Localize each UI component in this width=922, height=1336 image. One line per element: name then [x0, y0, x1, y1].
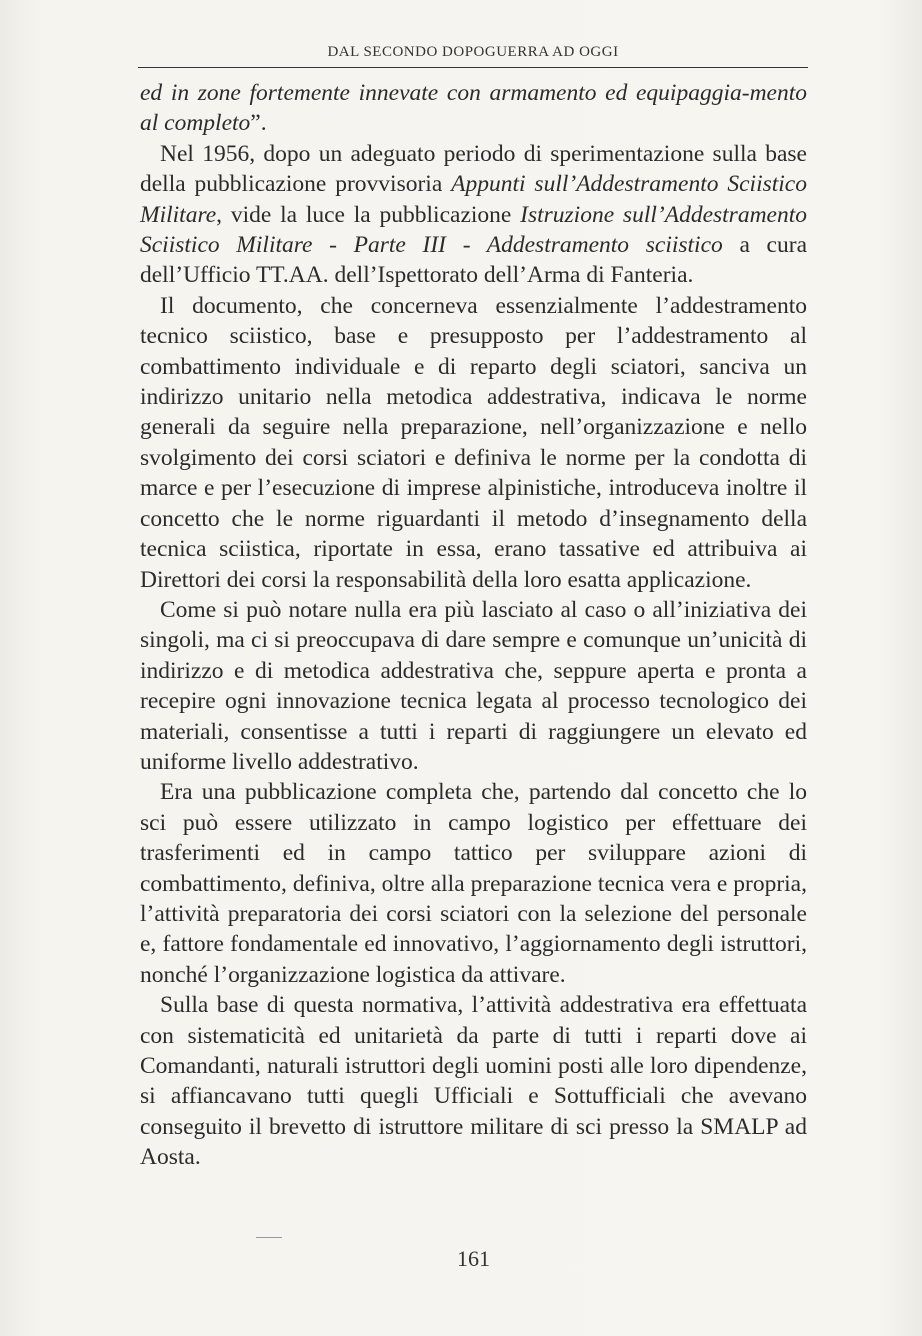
body-text: [140, 78, 807, 1173]
paragraph-continuation: [140, 78, 807, 139]
header-rule: [138, 67, 808, 68]
publication-title-appunti: Appunti sull’Addestramento Sciistico Militare: [140, 171, 807, 228]
paragraph-method: Come si può notare nulla era più lasciato al caso o all’iniziativa dei singoli, ma ci si preoccupava di dare sempre e comunque un’unicità di indirizzo e di metodica addestrativa che, seppure aperta e pronta a recepire ogni innovazione tecnica legata al processo tecnologico dei materiali, consentisse a tutti i reparti di raggiungere un elevato ed uniforme livello addestrativo.: [140, 596, 807, 775]
quote-close: ”.: [250, 110, 267, 137]
paragraph-complete-publication: Era una pubblicazione completa che, partendo dal concetto che lo sci può essere utilizzato in campo logistico per effettuare dei trasferimenti ed in campo tattico per sviluppare azioni di combattimento, definiva, oltre alla preparazione tecnica vera e propria, l’attività preparatoria dei corsi sciatori con la selezione del personale e, fattore fondamentale ed innovativo, l’aggiornamento degli istruttori, nonché l’organizzazione logistica da attivare.: [140, 779, 807, 988]
paragraph-text: a cura dell’Ufficio TT.AA. dell’Ispettorato dell’Arma di Fanteria.: [140, 232, 807, 289]
paragraph-document: Il documento, che concerneva essenzialmente l’addestramento tecnico sciistico, base e presupposto per l’addestramento al combattimento individuale e di reparto degli sciatori, sanciva un indirizzo unitario nella metodica addestrativa, indicava le norme generali da seguire nella preparazione, nell’organizzazione e nello svolgimento dei corsi sciatori e definiva le norme per la condotta di marce e per l’esecuzione di imprese alpinistiche, introduceva inoltre il concetto che le norme riguardanti il metodo d’insegnamento della tecnica sciistica, riportate in essa, erano tassative ed attribuiva ai Direttori dei corsi la responsabilità della loro esatta applicazione.: [140, 292, 807, 593]
running-header: DAL SECONDO DOPOGUERRA AD OGGI: [327, 44, 619, 60]
paragraph-training-activity: Sulla base di questa normativa, l’attività addestrativa era effettuata con sistematicità ed unitarietà da parte di tutti i reparti dove ai Comandanti, naturali istruttori degli uomini posti alle loro dipendenze, si affiancavano tutti quegli Ufficiali e Sottufficiali che avevano conseguito il brevetto di istruttore militare di sci presso la SMALP ad Aosta.: [140, 992, 807, 1171]
page-number: 161: [457, 1246, 490, 1271]
paragraph-text: , vide la luce la pubblicazione: [216, 201, 521, 228]
paragraph-1956-publication: [140, 139, 807, 291]
quoted-italic-text: ed in zone fortemente innevate con armamento ed equipaggia-mento al completo: [140, 80, 807, 137]
publication-title-istruzione: Istruzione sull’Addestramento Sciistico Militare - Parte III - Addestramento sciistico: [140, 201, 807, 259]
stray-pen-mark: [256, 1237, 282, 1238]
paragraph-text: Nel 1956, dopo un adeguato periodo di sperimentazione sulla base della pubblicazione provvisoria: [140, 140, 807, 198]
